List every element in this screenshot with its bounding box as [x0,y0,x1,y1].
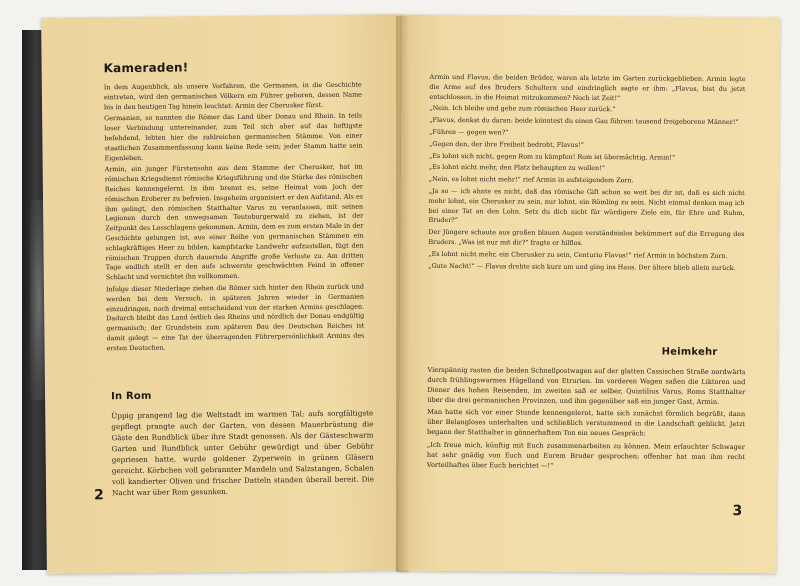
section-heading-heimkehr: Heimkehr [661,346,718,358]
heimkehr-paragraph: Man hatte sich vor einer Stunde kennengelernt, hatte sich zunächst förmlich begrüßt, dann über Belangloses unterhalten und schließlich verstummend in die Landschaft geblickt. Jetzt begann der Statthalter in gönnerhaftem Ton ein neues Gespräch: [427,408,746,438]
dialogue-paragraph: „Gegen den, der ihre Freiheit bedroht, Flavus!“ [429,139,584,149]
dialogue-paragraph: „Führen — gegen wen?“ [429,127,509,137]
left-page [41,14,409,574]
page-number-left: 2 [94,487,104,504]
dialogue-paragraph: „Ja so — ich ahnte es nicht, daß das römische Gift schon so weit bei dir ist, daß es sich nicht mehr lohnt, ein Cherusker zu sein, nur lohnt, ein Römling zu sein. Nicht einmal denken mag ich bei einer Tat an den Lohn. Setz du dich nicht für würdigere Ziele ein, für Ehre und Ruhm, Bruder?“ [428,186,745,225]
intro-text [104,81,365,356]
dialogue-paragraph: „Flavus, denkst du daran: beide könntest du einen Gau führen: tausend freigeborene Männer!“ [429,116,739,127]
dialogue-paragraph: „Gute Nacht!“ — Flavus drehte sich kurz um und ging ins Haus. Der ältere blieb allein zurück. [428,261,736,272]
section-heading-in-rom: In Rom [111,390,152,403]
dialogue-paragraph: „Nein. Ich bleibe und gehe zum römischen Heer zurück.“ [429,104,616,114]
in-rom-paragraph: Üppig prangend lag die Weltstadt im warmen Tal; aufs sorgfältigste gepflegt prangte auch der Garten, von dessen Mauerbrüstung die Gäste den Rundblick über ihre Stadt genossen. Als der Gästeschwarm Garten und Rundblick unter Gebühr gewürdigt und über Gebühr gepriesen hatte, wurde goldener Zyperwein in grünen Gläsern gereicht. Körbchen voll gebrannter Mandeln und Salzstangen, Schalen voll kandierter Oliven und frischer Datteln standen überall bereit. Die Nacht war über Rom gesunken. [111,408,374,498]
intro-paragraph: In dem Augenblick, als unsere Vorfahren, die Germanen, in die Geschichte eintreten, wird den germanischen Völkern ein Führer geboren, dessen Name bis in den heutigen Tag hinein leuchtet: Armin der Cherusker fürst. [103,80,362,111]
page-number-right: 3 [732,503,743,520]
dialogue-paragraph: „Nein, es lohnt nicht mehr!“ rief Armin in aufsteigendem Zorn. [428,175,634,185]
book-gutter [396,16,410,572]
heimkehr-paragraph: „Ich freue mich, künftig mit Euch zusammenarbeiten zu können. Mein erlauchter Schwager hat sehr gnädig von Euch und Eurem Bruder gesprochen; offenbar hat man ihm recht Vorteilhaftes über Euch berichtet —!“ [426,440,745,470]
dialogue-paragraph: Der Jüngere schaute aus großen blauen Augen verständnislos bekümmert auf die Erregung des Bruders. „Was ist nur mit dir?“ fragte er hilflos. [428,228,745,247]
right-page [398,15,780,574]
intro-paragraph: Armin, ein junger Fürstensohn aus dem Stamme der Cherusker, hat im römischen Kriegsdienst römische Kriegsführung und die Stärke des römischen Reiches kennengelernt. In ihm brennt es, seine Heimat vom Joch der römischen Eroberer zu befreien. Insgeheim organisiert er den Aufstand. Als es ihm gelingt, den römischen Statthalter Varus zu veranlassen, mit seinen Legionen durch den unwegsamen Teutoburgerwald zu ziehen, ist der Zeitpunkt des Losschlagens gekommen. Armin, dem es zum ersten Male in der Geschichte gelungen ist, aus einer Reihe von germanischen Stämmen ein schlagkräftiges Heer zu bilden, kampfstarke Landwehr aufzustellen, fügt den römischen Truppen durch dauernde Angriffe große Verluste zu. Am dritten Tage endlich stellt er den aufs schwerste geschwächten Feind in offener Schlacht und vernichtet ihn vollkommen. [104,162,364,282]
dialogue-paragraph: „Es lohnt sich nicht, gegen Rom zu kämpfen! Rom ist übermächtig, Armin!“ [428,151,676,162]
intro-paragraph: Germanien, so nannten die Römer das Land über Donau und Rhein. In teils loser Verbindung untereinander, zum Teil sich aber auf das heftigste befehdend, lebten hier die zahlreichen germanischen Stämme. Von einer staatlichen Zusammenfassung kann keine Rede sein; jeder Stamm hatte sein Eigenleben. [104,111,363,162]
dialogue-paragraph: „Es lohnt nicht mehr, ein Cherusker zu sein, Centurio Flavus!“ rief Armin in höchstem Zorn. [428,249,728,260]
heimkehr-text [427,365,746,474]
heimkehr-paragraph: Vierspännig rasten die beiden Schnellpostwagen auf der glatten Cassischen Straße nordwärts durch frühlingswarmes Hügelland von Etrurien. Im vorderen Wagen saßen die Liktoren und Diener des hohen Reisenden, im zweiten saß er selber, Quintilius Varus, Roms Statthalter über die drei germanischen Provinzen, und ihm gegenüber saß ein junger Gast, Armin. [427,365,746,407]
dialogue-text [428,73,745,276]
left-page-heading: Kameraden! [103,60,189,76]
dialogue-paragraph: „Es lohnt nicht mehr, den Platz behaupten zu wollen!“ [428,163,606,173]
in-rom-text [111,407,374,500]
dialogue-paragraph: Armin und Flavus, die beiden Brüder, waren als letzte im Garten zurückgeblieben. Armin legte die Arme auf des Bruders Schultern und eindringlich sagte er ihm: „Flavus, bist du jetzt entschlossen, in die Heimat mitzukommen? Noch ist Zeit!“ [429,72,746,102]
intro-paragraph: Infolge dieser Niederlage ziehen die Römer sich hinter den Rhein zurück und werden bei dem Versuch, in späteren Jahren wieder in Germanien einzudringen, noch dreimal entscheidend von der starken Armins geschlagen. Dadurch bleibt das Land östlich des Rheins und nördlich der Donau endgültig germanisch; der Grundstein zum späteren Bau des Deutschen Reiches ist damit gelegt — eine Tat der überragenden Führerpersönlichkeit Armins des ersten Deutschen. [105,282,365,352]
